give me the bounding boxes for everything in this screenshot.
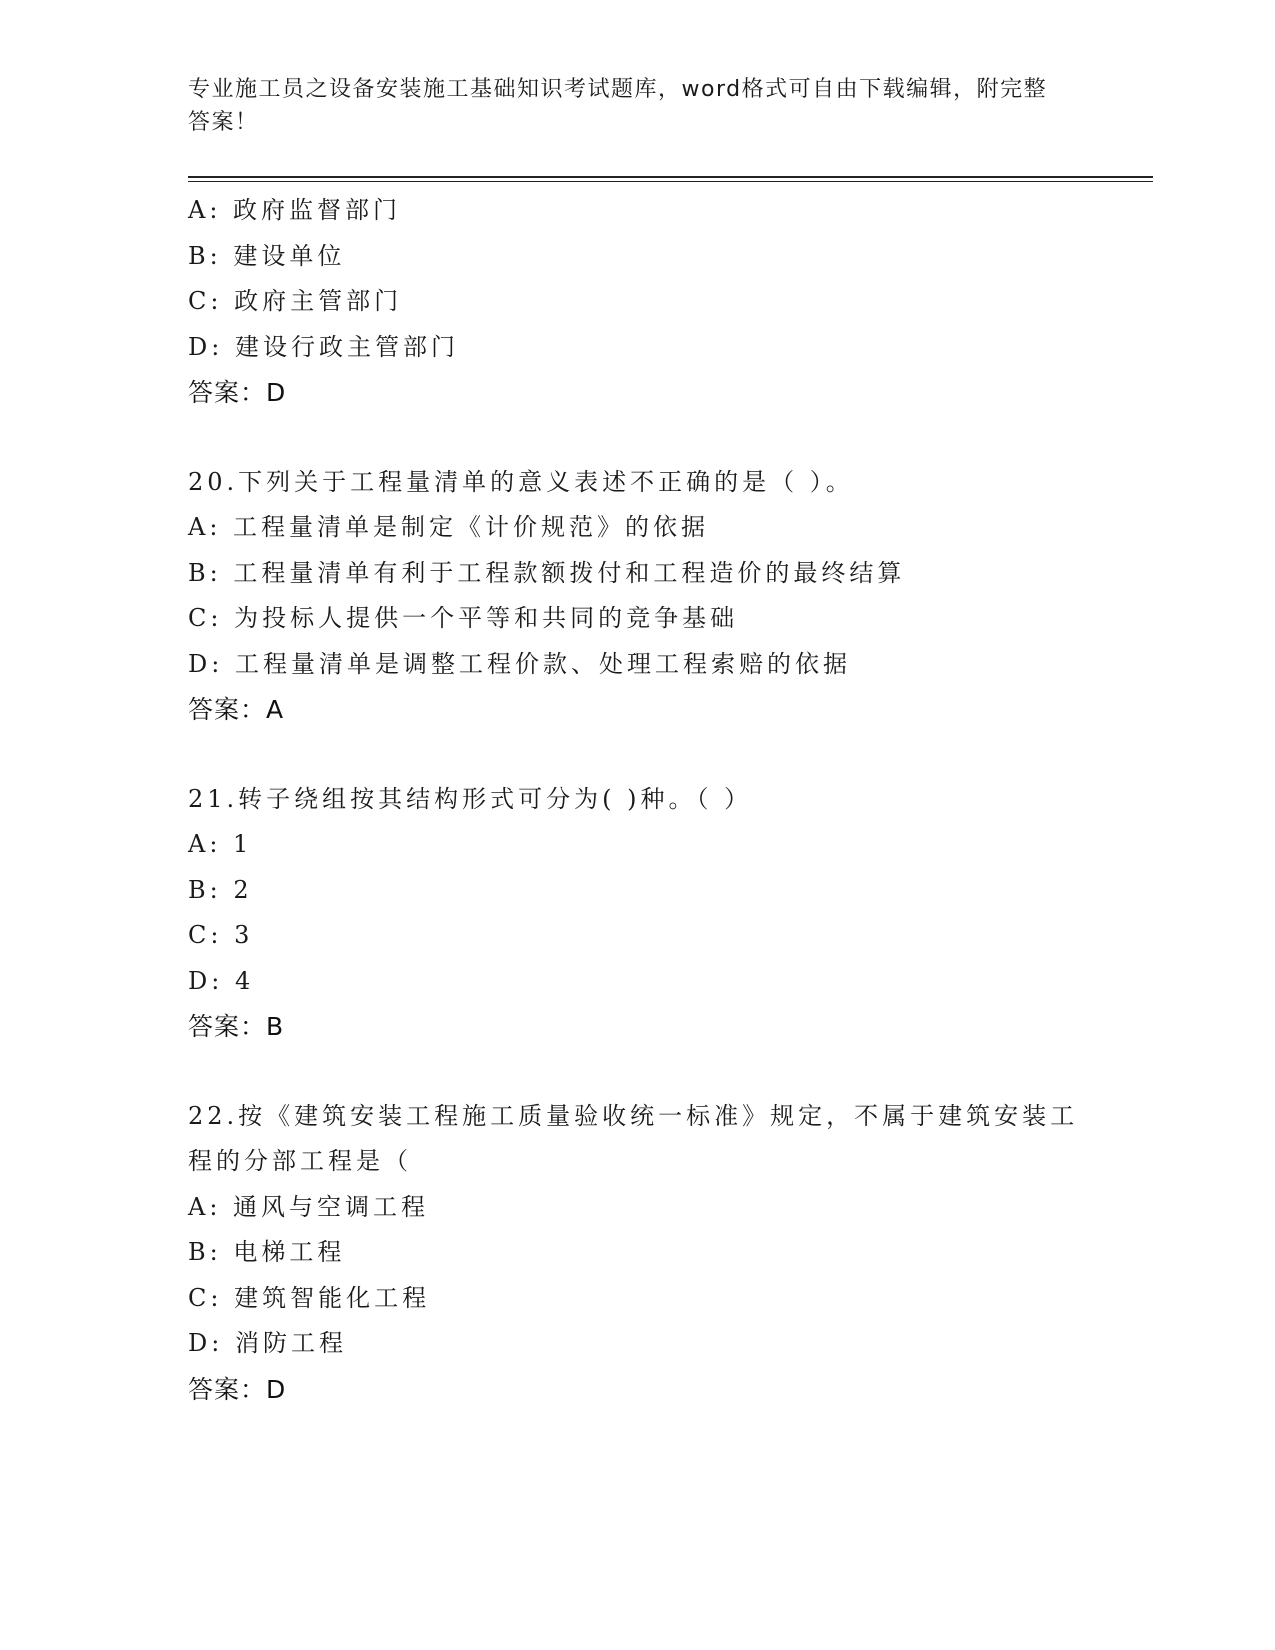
document-header	[188, 73, 1068, 139]
question-stem: 21.转子绕组按其结构形式可分为( )种。（ ）	[188, 784, 753, 813]
question-block-21	[188, 777, 1128, 1050]
option-b: B: 工程量清单有利于工程款额拨付和工程造价的最终结算	[188, 558, 906, 587]
option-c: C: 建筑智能化工程	[188, 1283, 431, 1312]
option-a: A: 政府监督部门	[188, 196, 402, 224]
option-b: B: 电梯工程	[188, 1238, 346, 1266]
spacer	[188, 1050, 1128, 1094]
question-stem: 22.按《建筑安装工程施工质量验收统一标准》规定，不属于建筑安装工程的分部工程是（	[188, 1101, 1079, 1175]
option-d: D: 工程量清单是调整工程价款、处理工程索赔的依据	[188, 649, 851, 678]
option-c: C: 3	[188, 921, 254, 949]
header-divider-thin	[188, 181, 1153, 182]
option-c: C: 为投标人提供一个平等和共同的竞争基础	[188, 604, 739, 632]
answer-line: 答案：D	[188, 1374, 287, 1404]
option-b: B: 建设单位	[188, 241, 346, 270]
question-block-prev	[188, 188, 1128, 416]
question-stem: 20.下列关于工程量清单的意义表述不正确的是（ ）。	[188, 467, 854, 496]
question-list	[188, 188, 1128, 1412]
spacer	[188, 733, 1128, 777]
option-d: D: 建设行政主管部门	[188, 332, 459, 361]
option-a: A: 通风与空调工程	[188, 1192, 430, 1221]
spacer	[188, 416, 1128, 460]
question-block-22	[188, 1094, 1128, 1413]
question-block-20	[188, 460, 1128, 733]
option-c: C: 政府主管部门	[188, 287, 403, 315]
option-d: D: 消防工程	[188, 1329, 347, 1357]
option-a: A: 工程量清单是制定《计价规范》的依据	[188, 513, 710, 541]
option-b: B: 2	[188, 875, 253, 904]
option-d: D: 4	[188, 966, 255, 995]
header-divider-thick	[188, 176, 1153, 178]
option-a: A: 1	[188, 830, 253, 858]
answer-line: 答案：B	[188, 1012, 285, 1041]
answer-line: 答案：D	[188, 378, 287, 407]
answer-line: 答案：A	[188, 695, 285, 724]
header-text: 专业施工员之设备安装施工基础知识考试题库，word格式可自由下载编辑，附完整答案！	[188, 77, 1048, 135]
